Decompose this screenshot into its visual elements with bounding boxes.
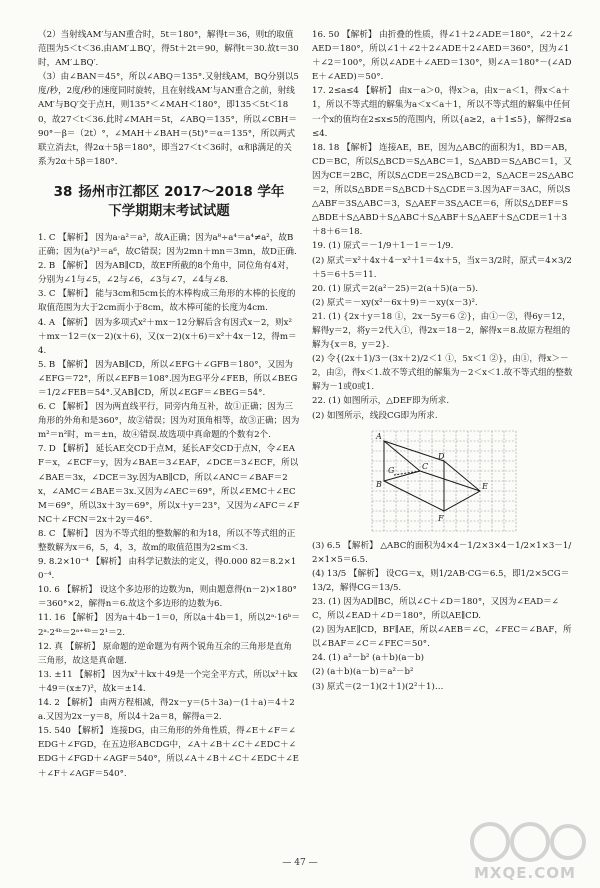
- label-d: D: [438, 451, 445, 461]
- label-c: C: [422, 461, 429, 471]
- answer-8: 8. C 【解析】 因为不等式组的整数解的和为18，所以不等式组的正整数解为x＝6，5，4，3，故m的取值范围为2≤m＜3.: [38, 528, 296, 553]
- answer-16: 16. 50 【解析】 由折叠的性质，得∠1＋2∠ADE＝180°，∠2＋2∠AED＝180°，所以∠1＋∠2＋2∠ADE＋2∠AED＝360°，因为∠1＋∠2＝100°，所以∠ADE＋∠AED＝130°，则∠A＝180°－(∠ADE＋∠AED)＝50°.: [312, 30, 574, 83]
- chapter-number: 38: [53, 183, 73, 200]
- answer-23-1: 23. (1) 因为AD∥BC，所以∠C＋∠D＝180°，又因为∠EAD＝∠C，所以∠EAD＋∠D＝180°，所以AE∥CD.: [312, 597, 559, 622]
- answer-24-1: 24. (1) a²－b² (a＋b)(a－b): [312, 653, 424, 664]
- answer-6: 6. C 【解析】 因为两直线平行，同旁内角互补，故①正确；因为三角形的外角和是360°，故②错误；因为对顶角相等，故③正确；因为m²＝n²时，m＝±n，故④错误.故选项中真命题的个数有2个.: [38, 402, 300, 441]
- answer-14: 14. 2 【解析】 由两方程相减，得2x－y＝(5＋3a)－(1＋a)＝4＋2a.又因为2x－y＝8，所以4＋2a＝8，解得a＝2.: [38, 698, 295, 723]
- intro-paragraph-2: （3）由∠BAN＝45°，所以∠ABQ＝135°.又射线AM，BQ分别以5度/秒，2度/秒的速度同时旋转，且在射线AM′与AN重合之前，射线AM′与BQ′交于点H，则135°＜∠MAH＜180°，即135＜5t＜180，故27＜t＜36.此时∠MAH＝5t，∠ABQ＝135°，所以∠CBH＝90°－β＝（2t）°，∠MAH＋∠BAH＝(5t)°＝α＝135°，所以两式联立消去t，得2α＋5β＝180°，即当27＜t＜36时，α和β满足的关系为2α＋5β＝180°.: [38, 72, 299, 167]
- chapter-title-line1: 扬州市江都区 2017～2018 学年: [78, 183, 285, 200]
- answer-1: 1. C 【解析】 因为a·a²＝a³，故A正确；因为a⁸÷a⁴＝a⁴≠a²，故B正确；因为(a²)³＝a⁶，故C错误；因为2mn＋mn＝3mn，故D正确.: [38, 232, 297, 258]
- label-e: E: [482, 481, 488, 491]
- label-f: F: [438, 513, 444, 523]
- grid-figure: [368, 427, 520, 535]
- answer-12: 12. 真 【解析】 原命题的逆命题为有两个锐角互余的三角形是直角三角形，故这是真命题.: [38, 641, 292, 666]
- answer-21-1: 21. (1) {2x＋y＝18 ①，2x－5y＝6 ②}，由①－②，得6y＝12，解得y＝2，将y＝2代入①，得2x＝18－2，解得x＝8.故原方程组的解为{x＝8，y＝2}.: [312, 311, 571, 351]
- answer-22-2: (2) 如图所示，线段CG即为所求.: [312, 410, 438, 421]
- triangles: [384, 441, 480, 511]
- answer-13: 13. ±11 【解析】 因为x²＋kx＋49是一个完全平方式，所以x²＋kx＋49＝(x±7)²，故k＝±14.: [38, 669, 298, 694]
- answer-4: 4. A 【解析】 因为多项式x²＋mx－12分解后含有因式x－2，则x²＋mx－12＝(x－2)(x＋6)，又(x－2)(x＋6)＝x²＋4x－12，得m＝4.: [38, 317, 297, 356]
- intro-paragraph-1: （2）当射线AM′与AN重合时，5t＝180°，解得t＝36，则t的取值范围为5＜t＜36.由AM′⊥BQ′，得5t＋2t＝90，解得t＝30.故t＝30时，AM′⊥BQ′.: [38, 30, 299, 69]
- answer-24-3: (3) 原式＝(2－1)(2＋1)(2²＋1)…: [312, 681, 444, 692]
- answer-17: 17. 2≤a≤4 【解析】 由x－a＞0，得x＞a，由x－a＜1，得x＜a＋1，所以不等式组的解集为a＜x＜a＋1，所以不等式组的解集中任何一个x的值均在2≤x≤5的范围内，所以{a≥2，a＋1≤5}，解得2≤a≤4.: [312, 86, 572, 139]
- label-g: G: [388, 465, 395, 475]
- chapter-title-line2: 下学期期末考试试题: [108, 202, 230, 219]
- page-number: — 47 —: [282, 858, 318, 868]
- watermark-seal-icon: [468, 820, 588, 864]
- answer-22-4: (4) 13/5 【解析】 设CG＝x，则1/2AB·CG＝6.5，即1/2×5CG＝13/2，解得CG＝13/5.: [312, 568, 570, 593]
- answer-7: 7. D 【解析】 延长AE交CD于点M，延长AF交CD于点N，令∠EAF＝x，∠ECF＝y，因为∠BAE＝3∠EAF，∠DCE＝3∠ECF，所以∠BAE＝3x，∠DCE＝3y.因为AB∥CD，所以∠ANC＝∠BAF＝2x，∠AMC＝∠BAE＝3x.又因为∠AEC＝69°，所以∠EMC＋∠ECM＝69°，所以3x＋3y＝69°，所以x＋y＝23°，又因为∠AFC＝∠FNC＋∠FCN＝2x＋2y＝46°.: [38, 444, 300, 525]
- answer-22-1: 22. (1) 如图所示，△DEF即为所求.: [312, 396, 450, 407]
- answer-3: 3. C 【解析】 能与3cm和5cm长的木棒构成三角形的木棒的长度的取值范围为大于2cm而小于8cm，故木棒可能的长度为4cm.: [38, 289, 296, 314]
- watermark-text: MXQE.COM: [474, 864, 576, 882]
- triangle-def: [444, 461, 480, 511]
- answer-11: 11. 16 【解析】 因为a＋4b－1＝0，所以a＋4b＝1，所以2ᵃ·16ᵇ＝2ᵃ·2⁴ᵇ＝2ᵃ⁺⁴ᵇ＝2¹＝2.: [38, 613, 300, 638]
- watermark-logo: [468, 820, 588, 884]
- answer-5: 5. B 【解析】 因为AB∥CD，所以∠EFG＋∠GFB＝180°，又因为∠EFG＝72°，所以∠EFB＝108°.因为EG平分∠FEB，所以∠BEG＝1/2∠FEB＝54°.又AB∥CD，所以∠EGF＝∠BEG＝54°.: [38, 359, 298, 398]
- grid-figure-svg: [368, 427, 520, 535]
- answer-10: 10. 6 【解析】 设这个多边形的边数为n，则由题意得(n－2)×180°＝360°×2，解得n＝6.故这个多边形的边数为6.: [38, 585, 297, 610]
- answer-19-1: 19. (1) 原式＝－1/9＋1－1＝－1/9.: [312, 241, 454, 252]
- answer-20-1: 20. (1) 原式＝2(a²－25)＝2(a＋5)(a－5).: [312, 283, 478, 294]
- answer-21-2: (2) 令{(2x＋1)/3－(3x＋2)/2＜1 ①，5x＜1 ②}，由①，得x＞－2，由②，得x＜1.故不等式组的解集为－2＜x＜1.故不等式组的整数解为－1或0或1.: [312, 354, 573, 393]
- answer-15: 15. 540 【解析】 连接DG，由三角形的外角性质，得∠E＋∠F＝∠EDG＋∠FGD，在五边形ABCDG中，∠A＋∠B＋∠C＋∠EDC＋∠EDG＋∠FGD＋∠AGF＝540°，所以∠A＋∠B＋∠C＋∠EDC＋∠E＋∠F＋∠AGF＝540°.: [38, 726, 299, 779]
- right-column: [312, 28, 574, 694]
- label-b: B: [376, 479, 382, 489]
- chapter-heading: [38, 183, 300, 221]
- answer-24-2: (2) (a＋b)(a－b)＝a²－b²: [312, 667, 414, 678]
- answer-20-2: (2) 原式＝－xy(x²－6x＋9)＝－xy(x－3)².: [312, 297, 478, 308]
- answer-22-3: (3) 6.5 【解析】 △ABC的面积为4×4－1/2×3×4－1/2×1×3－1/2×1×5＝6.5.: [312, 540, 572, 565]
- translation-line-bf: [384, 481, 444, 511]
- answer-9: 9. 8.2×10⁻⁴ 【解析】 由科学记数法的定义，得0.000 82＝8.2×10⁻⁴.: [38, 557, 297, 582]
- answer-19-2: (2) 原式＝x²＋4x＋4－x²＋1＝4x＋5，当x＝3/2时，原式＝4×3/2＋5＝6＋5＝11.: [312, 255, 572, 280]
- answer-18: 18. 18 【解析】 连接AE，BE，因为△ABC的面积为1，BD＝AB，CD＝BC，所以S△BCD＝S△ABC＝1，S△ABD＝S△ABC＝1，又因为CE＝2BC，所以S△CDE＝2S△BCD＝2，S△ACE＝2S△ABC＝2，所以S△BDE＝S△BCD＋S△CDE＝3.因为AF＝3AC，所以S△ABF＝3S△ABC＝3，S△AEF＝3S△ACE＝6，所以S△DEF＝S△BDE＋S△ABD＋S△ABC＋S△ABF＋S△AEF＋S△CDE＝1＋3＋8＋6＝18.: [312, 142, 574, 238]
- answer-2: 2. B 【解析】 因为AB∥CD，故EF所截的8个角中，同位角有4对，分别为∠1与∠5，∠2与∠6，∠3与∠7，∠4与∠8.: [38, 261, 295, 286]
- answer-23-2: (2) 因为AE∥CD，BF∥AE，所以∠AEB＝∠C，∠FEC＝∠BAF，所以∠BAF＝∠C＝∠FEC＝50°.: [312, 625, 572, 650]
- label-a: A: [376, 431, 382, 441]
- left-column: [38, 28, 300, 781]
